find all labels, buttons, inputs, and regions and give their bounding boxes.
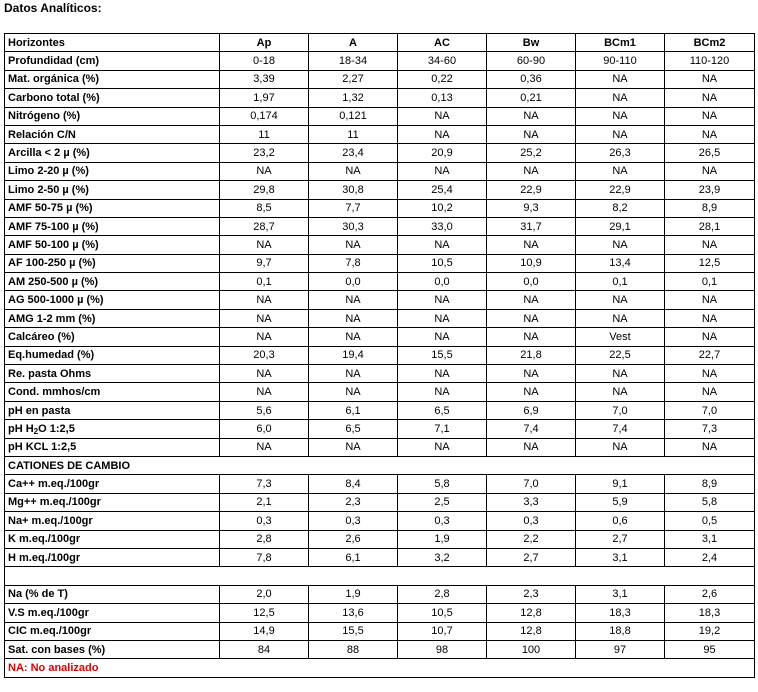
value-cell: 12,5 bbox=[665, 254, 755, 272]
value-cell: 25,2 bbox=[487, 144, 576, 162]
table-row bbox=[5, 144, 755, 162]
value-cell: BCm2 bbox=[665, 34, 755, 52]
value-cell: 15,5 bbox=[309, 622, 398, 640]
header-row bbox=[5, 34, 755, 52]
value-cell: 2,27 bbox=[309, 70, 398, 88]
table-row bbox=[5, 493, 755, 511]
value-cell: NA bbox=[665, 107, 755, 125]
value-cell: NA bbox=[220, 438, 309, 456]
table-row bbox=[5, 107, 755, 125]
value-cell: 5,9 bbox=[576, 493, 665, 511]
value-cell: NA bbox=[576, 365, 665, 383]
row-label: AMF 50-75 µ (%) bbox=[5, 199, 220, 217]
value-cell: 23,9 bbox=[665, 181, 755, 199]
value-cell: 23,4 bbox=[309, 144, 398, 162]
row-label: Nitrógeno (%) bbox=[5, 107, 220, 125]
row-label bbox=[5, 420, 220, 438]
value-cell: 5,6 bbox=[220, 401, 309, 419]
value-cell: NA bbox=[220, 236, 309, 254]
value-cell: NA bbox=[398, 383, 487, 401]
value-cell: 1,9 bbox=[398, 530, 487, 548]
row-label: Horizontes bbox=[5, 34, 220, 52]
row-label-prefix: pH H bbox=[8, 422, 34, 435]
row-label: K m.eq./100gr bbox=[5, 530, 220, 548]
value-cell: 18,3 bbox=[576, 604, 665, 622]
value-cell: 30,3 bbox=[309, 217, 398, 235]
value-cell: NA bbox=[665, 162, 755, 180]
table-row bbox=[5, 548, 755, 566]
value-cell: 0,21 bbox=[487, 89, 576, 107]
value-cell: 8,9 bbox=[665, 475, 755, 493]
value-cell: NA bbox=[576, 236, 665, 254]
value-cell: 0,3 bbox=[220, 512, 309, 530]
value-cell: 0,13 bbox=[398, 89, 487, 107]
value-cell: NA bbox=[398, 328, 487, 346]
value-cell: 22,9 bbox=[576, 181, 665, 199]
value-cell: NA bbox=[398, 309, 487, 327]
row-label: Na+ m.eq./100gr bbox=[5, 512, 220, 530]
value-cell: 10,7 bbox=[398, 622, 487, 640]
value-cell: 18,3 bbox=[665, 604, 755, 622]
value-cell: 3,3 bbox=[487, 493, 576, 511]
row-label: Limo 2-20 µ (%) bbox=[5, 162, 220, 180]
value-cell: NA bbox=[576, 383, 665, 401]
value-cell: NA bbox=[576, 309, 665, 327]
row-label: pH KCL 1:2,5 bbox=[5, 438, 220, 456]
row-label: H m.eq./100gr bbox=[5, 548, 220, 566]
value-cell: NA bbox=[309, 162, 398, 180]
value-cell: 0,0 bbox=[487, 273, 576, 291]
section-heading-row bbox=[5, 456, 755, 474]
value-cell: NA bbox=[487, 291, 576, 309]
value-cell: 2,6 bbox=[309, 530, 398, 548]
value-cell: BCm1 bbox=[576, 34, 665, 52]
value-cell: 7,4 bbox=[576, 420, 665, 438]
value-cell: 10,2 bbox=[398, 199, 487, 217]
value-cell: NA bbox=[487, 236, 576, 254]
value-cell: 0,121 bbox=[309, 107, 398, 125]
value-cell: 6,1 bbox=[309, 401, 398, 419]
blank-row bbox=[5, 567, 755, 585]
value-cell: NA bbox=[487, 162, 576, 180]
value-cell: NA bbox=[398, 125, 487, 143]
value-cell: NA bbox=[576, 70, 665, 88]
value-cell: 3,1 bbox=[576, 585, 665, 603]
value-cell: 0,6 bbox=[576, 512, 665, 530]
value-cell: 0,3 bbox=[398, 512, 487, 530]
row-label: Profundidad (cm) bbox=[5, 52, 220, 70]
value-cell: 26,3 bbox=[576, 144, 665, 162]
value-cell: 7,0 bbox=[576, 401, 665, 419]
value-cell: NA bbox=[309, 365, 398, 383]
table-row bbox=[5, 438, 755, 456]
value-cell: NA bbox=[487, 107, 576, 125]
value-cell: 20,3 bbox=[220, 346, 309, 364]
value-cell: 10,5 bbox=[398, 604, 487, 622]
value-cell: 12,8 bbox=[487, 622, 576, 640]
value-cell: NA bbox=[665, 125, 755, 143]
value-cell: 18-34 bbox=[309, 52, 398, 70]
value-cell: 6,5 bbox=[398, 401, 487, 419]
value-cell: NA bbox=[665, 438, 755, 456]
table-row bbox=[5, 365, 755, 383]
table-row bbox=[5, 622, 755, 640]
value-cell: 8,5 bbox=[220, 199, 309, 217]
value-cell: 2,1 bbox=[220, 493, 309, 511]
value-cell: 31,7 bbox=[487, 217, 576, 235]
table-row bbox=[5, 512, 755, 530]
value-cell: 88 bbox=[309, 640, 398, 658]
value-cell: 95 bbox=[665, 640, 755, 658]
value-cell: NA bbox=[487, 309, 576, 327]
value-cell: NA bbox=[665, 291, 755, 309]
value-cell: 100 bbox=[487, 640, 576, 658]
value-cell: 7,1 bbox=[398, 420, 487, 438]
row-label: AMF 50-100 µ (%) bbox=[5, 236, 220, 254]
value-cell: NA bbox=[398, 162, 487, 180]
value-cell: 2,0 bbox=[220, 585, 309, 603]
value-cell: NA bbox=[309, 236, 398, 254]
value-cell: 0,5 bbox=[665, 512, 755, 530]
value-cell: NA bbox=[398, 291, 487, 309]
value-cell: 98 bbox=[398, 640, 487, 658]
table-row bbox=[5, 236, 755, 254]
row-label: Eq.humedad (%) bbox=[5, 346, 220, 364]
table-row bbox=[5, 273, 755, 291]
table-row bbox=[5, 199, 755, 217]
value-cell: 6,0 bbox=[220, 420, 309, 438]
table-row bbox=[5, 475, 755, 493]
value-cell: 8,4 bbox=[309, 475, 398, 493]
value-cell: 1,9 bbox=[309, 585, 398, 603]
value-cell: NA bbox=[487, 328, 576, 346]
table-row bbox=[5, 217, 755, 235]
row-label-subscript: 2 bbox=[33, 426, 39, 436]
value-cell: NA bbox=[309, 438, 398, 456]
row-label: AMG 1-2 mm (%) bbox=[5, 309, 220, 327]
value-cell: NA bbox=[487, 383, 576, 401]
value-cell: 14,9 bbox=[220, 622, 309, 640]
value-cell: 2,6 bbox=[665, 585, 755, 603]
value-cell: 3,1 bbox=[665, 530, 755, 548]
row-label: Limo 2-50 µ (%) bbox=[5, 181, 220, 199]
value-cell: 7,0 bbox=[665, 401, 755, 419]
row-label: Sat. con bases (%) bbox=[5, 640, 220, 658]
value-cell: 8,2 bbox=[576, 199, 665, 217]
value-cell: 25,4 bbox=[398, 181, 487, 199]
value-cell: 60-90 bbox=[487, 52, 576, 70]
value-cell: 8,9 bbox=[665, 199, 755, 217]
value-cell: 2,8 bbox=[220, 530, 309, 548]
value-cell: 11 bbox=[220, 125, 309, 143]
value-cell: NA bbox=[220, 162, 309, 180]
row-label: Mat. orgánica (%) bbox=[5, 70, 220, 88]
value-cell: NA bbox=[487, 438, 576, 456]
value-cell: 2,2 bbox=[487, 530, 576, 548]
value-cell: 1,32 bbox=[309, 89, 398, 107]
value-cell: 2,7 bbox=[487, 548, 576, 566]
table-row bbox=[5, 254, 755, 272]
value-cell: 28,1 bbox=[665, 217, 755, 235]
value-cell: NA bbox=[220, 328, 309, 346]
value-cell: NA bbox=[665, 89, 755, 107]
value-cell: NA bbox=[665, 365, 755, 383]
value-cell: 7,3 bbox=[665, 420, 755, 438]
footnote: NA: No analizado bbox=[5, 659, 755, 677]
value-cell: 3,39 bbox=[220, 70, 309, 88]
value-cell: NA bbox=[665, 70, 755, 88]
value-cell: 13,6 bbox=[309, 604, 398, 622]
value-cell: 0,0 bbox=[309, 273, 398, 291]
value-cell: A bbox=[309, 34, 398, 52]
value-cell: 7,8 bbox=[220, 548, 309, 566]
value-cell: 7,4 bbox=[487, 420, 576, 438]
value-cell: NA bbox=[220, 383, 309, 401]
value-cell: 110-120 bbox=[665, 52, 755, 70]
value-cell: 3,2 bbox=[398, 548, 487, 566]
value-cell: 20,9 bbox=[398, 144, 487, 162]
value-cell: NA bbox=[398, 236, 487, 254]
row-label: Na (% de T) bbox=[5, 585, 220, 603]
value-cell: NA bbox=[220, 291, 309, 309]
value-cell: 0,3 bbox=[487, 512, 576, 530]
row-label: AF 100-250 µ (%) bbox=[5, 254, 220, 272]
page-title: Datos Analíticos: bbox=[4, 1, 102, 15]
value-cell: 11 bbox=[309, 125, 398, 143]
value-cell: 10,9 bbox=[487, 254, 576, 272]
value-cell: NA bbox=[665, 236, 755, 254]
table-row bbox=[5, 604, 755, 622]
value-cell: 7,3 bbox=[220, 475, 309, 493]
value-cell: 29,8 bbox=[220, 181, 309, 199]
value-cell: 5,8 bbox=[665, 493, 755, 511]
value-cell: NA bbox=[220, 365, 309, 383]
value-cell: 9,3 bbox=[487, 199, 576, 217]
value-cell: 22,9 bbox=[487, 181, 576, 199]
value-cell: NA bbox=[309, 328, 398, 346]
row-label: Ca++ m.eq./100gr bbox=[5, 475, 220, 493]
value-cell: 0,22 bbox=[398, 70, 487, 88]
value-cell: 26,5 bbox=[665, 144, 755, 162]
value-cell: NA bbox=[665, 383, 755, 401]
value-cell: 22,7 bbox=[665, 346, 755, 364]
row-label-suffix: O 1:2,5 bbox=[38, 422, 75, 435]
table-row bbox=[5, 585, 755, 603]
value-cell: 2,3 bbox=[487, 585, 576, 603]
value-cell: 0,1 bbox=[220, 273, 309, 291]
value-cell: 2,3 bbox=[309, 493, 398, 511]
value-cell: 0,1 bbox=[665, 273, 755, 291]
value-cell: Bw bbox=[487, 34, 576, 52]
value-cell: 0,36 bbox=[487, 70, 576, 88]
value-cell: 12,8 bbox=[487, 604, 576, 622]
value-cell: NA bbox=[576, 162, 665, 180]
row-label: AG 500-1000 µ (%) bbox=[5, 291, 220, 309]
table-row bbox=[5, 162, 755, 180]
value-cell: 7,0 bbox=[487, 475, 576, 493]
row-label: AM 250-500 µ (%) bbox=[5, 273, 220, 291]
value-cell: NA bbox=[665, 328, 755, 346]
value-cell: 19,4 bbox=[309, 346, 398, 364]
row-label: Calcáreo (%) bbox=[5, 328, 220, 346]
value-cell: 15,5 bbox=[398, 346, 487, 364]
value-cell: NA bbox=[398, 438, 487, 456]
value-cell: 3,1 bbox=[576, 548, 665, 566]
value-cell: NA bbox=[487, 125, 576, 143]
row-label: Carbono total (%) bbox=[5, 89, 220, 107]
value-cell: NA bbox=[576, 291, 665, 309]
table-body bbox=[5, 34, 755, 678]
value-cell: 6,9 bbox=[487, 401, 576, 419]
value-cell: 33,0 bbox=[398, 217, 487, 235]
value-cell: 1,97 bbox=[220, 89, 309, 107]
value-cell: 6,5 bbox=[309, 420, 398, 438]
table-row bbox=[5, 291, 755, 309]
row-label: Re. pasta Ohms bbox=[5, 365, 220, 383]
section-heading: CATIONES DE CAMBIO bbox=[5, 456, 755, 474]
value-cell: 6,1 bbox=[309, 548, 398, 566]
value-cell: NA bbox=[309, 383, 398, 401]
table-row bbox=[5, 70, 755, 88]
footnote-row bbox=[5, 659, 755, 677]
row-label: Cond. mmhos/cm bbox=[5, 383, 220, 401]
value-cell: 90-110 bbox=[576, 52, 665, 70]
value-cell: NA bbox=[487, 365, 576, 383]
value-cell: NA bbox=[220, 309, 309, 327]
value-cell: 0,0 bbox=[398, 273, 487, 291]
value-cell: 7,8 bbox=[309, 254, 398, 272]
table-row bbox=[5, 181, 755, 199]
value-cell: NA bbox=[576, 125, 665, 143]
value-cell: NA bbox=[576, 438, 665, 456]
value-cell: NA bbox=[398, 365, 487, 383]
value-cell: NA bbox=[309, 291, 398, 309]
value-cell: 7,7 bbox=[309, 199, 398, 217]
table-row bbox=[5, 640, 755, 658]
value-cell: 0,174 bbox=[220, 107, 309, 125]
value-cell: 28,7 bbox=[220, 217, 309, 235]
value-cell: Vest bbox=[576, 328, 665, 346]
table-row bbox=[5, 309, 755, 327]
table-row bbox=[5, 346, 755, 364]
analytical-data-table bbox=[4, 33, 755, 678]
table-row bbox=[5, 401, 755, 419]
value-cell: 97 bbox=[576, 640, 665, 658]
row-label: pH en pasta bbox=[5, 401, 220, 419]
table-row bbox=[5, 89, 755, 107]
value-cell: 12,5 bbox=[220, 604, 309, 622]
value-cell: 9,1 bbox=[576, 475, 665, 493]
table-row bbox=[5, 52, 755, 70]
value-cell: NA bbox=[309, 309, 398, 327]
value-cell: 30,8 bbox=[309, 181, 398, 199]
value-cell: 2,7 bbox=[576, 530, 665, 548]
row-label: CIC m.eq./100gr bbox=[5, 622, 220, 640]
value-cell: 13,4 bbox=[576, 254, 665, 272]
value-cell: 29,1 bbox=[576, 217, 665, 235]
value-cell: 18,8 bbox=[576, 622, 665, 640]
value-cell: 9,7 bbox=[220, 254, 309, 272]
value-cell: NA bbox=[398, 107, 487, 125]
value-cell: 2,4 bbox=[665, 548, 755, 566]
value-cell: 84 bbox=[220, 640, 309, 658]
value-cell: NA bbox=[665, 309, 755, 327]
table-row bbox=[5, 530, 755, 548]
value-cell: 10,5 bbox=[398, 254, 487, 272]
value-cell: 2,8 bbox=[398, 585, 487, 603]
row-label: V.S m.eq./100gr bbox=[5, 604, 220, 622]
table-row bbox=[5, 420, 755, 438]
row-label: Arcilla < 2 µ (%) bbox=[5, 144, 220, 162]
value-cell: 19,2 bbox=[665, 622, 755, 640]
value-cell: AC bbox=[398, 34, 487, 52]
table-row bbox=[5, 328, 755, 346]
table-row bbox=[5, 125, 755, 143]
value-cell: Ap bbox=[220, 34, 309, 52]
value-cell: 34-60 bbox=[398, 52, 487, 70]
value-cell: 0-18 bbox=[220, 52, 309, 70]
value-cell: 0,3 bbox=[309, 512, 398, 530]
value-cell: 2,5 bbox=[398, 493, 487, 511]
value-cell: 21,8 bbox=[487, 346, 576, 364]
value-cell: 23,2 bbox=[220, 144, 309, 162]
value-cell: 22,5 bbox=[576, 346, 665, 364]
value-cell: NA bbox=[576, 89, 665, 107]
value-cell: NA bbox=[576, 107, 665, 125]
row-label: AMF 75-100 µ (%) bbox=[5, 217, 220, 235]
row-label: Mg++ m.eq./100gr bbox=[5, 493, 220, 511]
value-cell: 0,1 bbox=[576, 273, 665, 291]
row-label: Relación C/N bbox=[5, 125, 220, 143]
value-cell: 5,8 bbox=[398, 475, 487, 493]
blank-cell bbox=[5, 567, 755, 585]
table-row bbox=[5, 383, 755, 401]
